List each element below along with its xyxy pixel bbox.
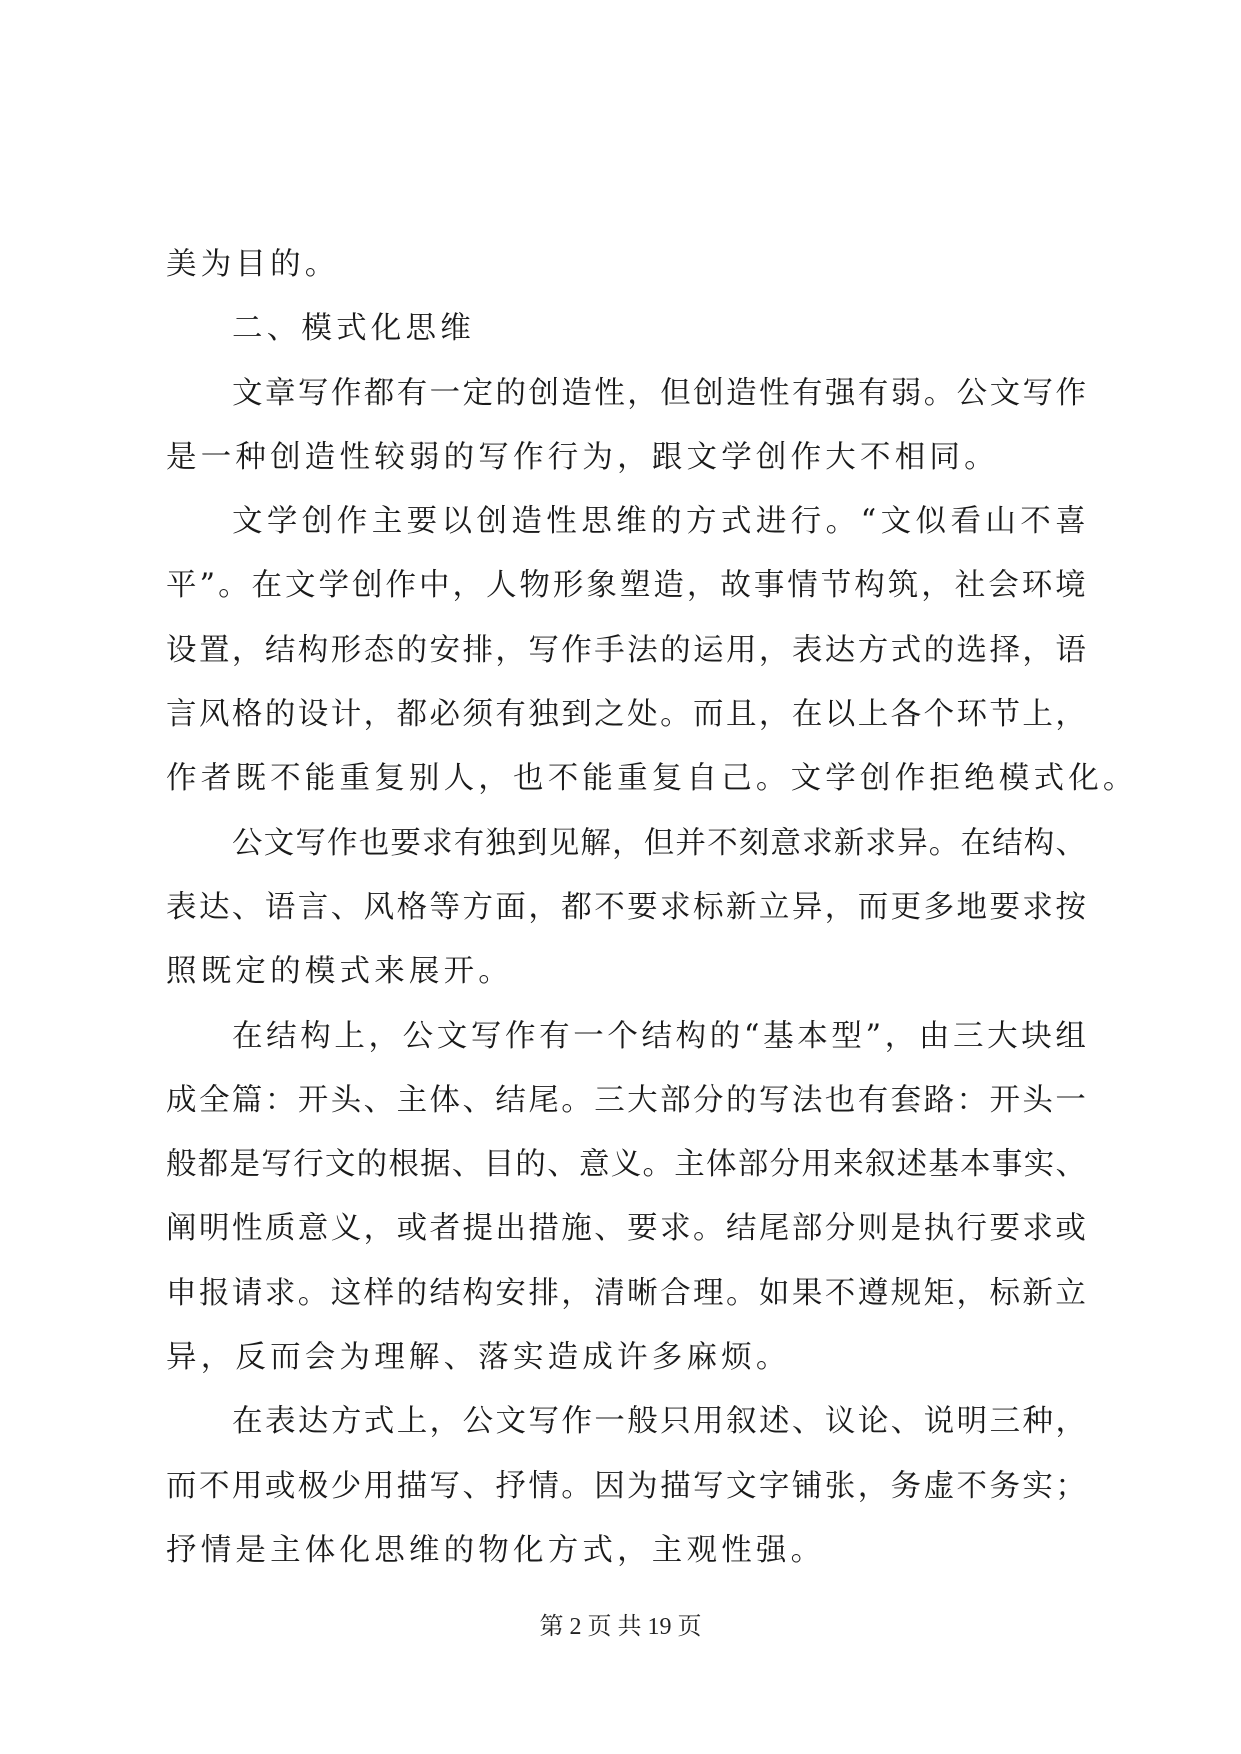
text-line: 在 结 构 上 ， 公 文 写 作 有 一 个 结 构 的 “ 基 本 型 ” ， 由 三 大 块 组 [232, 1018, 1086, 1054]
text-line: 作者既不能重复别人，也不能重复自己。文学创作拒绝模式化。 [166, 761, 1138, 797]
text-line: 成 全 篇 ： 开 头 、 主 体 、 结 尾 。 三 大 部 分 的 写 法 也 有 套 路 ： 开 头 一 [166, 1082, 1086, 1118]
text-line: 二、模式化思维 [232, 311, 475, 347]
text-line: 美为目的。 [166, 247, 340, 282]
text-line: 设 置 ， 结 构 形 态 的 安 排 ， 写 作 手 法 的 运 用 ， 表 达 方 式 的 选 择 ， 语 [166, 632, 1086, 668]
text-line: 平 ” 。 在 文 学 创 作 中 ， 人 物 形 象 塑 造 ， 故 事 情 节 构 筑 ， 社 会 环 境 [166, 568, 1086, 604]
text-line: 阐 明 性 质 意 义 ， 或 者 提 出 措 施 、 要 求 。 结 尾 部 分 则 是 执 行 要 求 或 [166, 1211, 1086, 1247]
text-line: 照既定的模式来展开。 [166, 954, 513, 990]
text-line: 申 报 请 求 。 这 样 的 结 构 安 排 ， 清 晰 合 理 。 如 果 不 遵 规 矩 ， 标 新 立 [166, 1275, 1086, 1311]
text-line: 文 学 创 作 主 要 以 创 造 性 思 维 的 方 式 进 行 。 “ 文 似 看 山 不 喜 [232, 504, 1086, 540]
text-line: 在 表 达 方 式 上 ， 公 文 写 作 一 般 只 用 叙 述 、 议 论 、 说 明 三 种 ， [232, 1404, 1086, 1440]
text-line: 言 风 格 的 设 计 ， 都 必 须 有 独 到 之 处 。 而 且 ， 在 以 上 各 个 环 节 上 ， [166, 697, 1086, 733]
text-line: 般 都 是 写 行 文 的 根 据 、 目 的 、 意 义 。 主 体 部 分 用 来 叙 述 基 本 事 实 、 [166, 1147, 1086, 1183]
text-line: 是一种创造性较弱的写作行为，跟文学创作大不相同。 [166, 439, 999, 475]
text-line: 表 达 、 语 言 、 风 格 等 方 面 ， 都 不 要 求 标 新 立 异 ， 而 更 多 地 要 求 按 [166, 889, 1086, 925]
text-line: 抒情是主体化思维的物化方式，主观性强。 [166, 1532, 826, 1568]
text-line: 而 不 用 或 极 少 用 描 写 、 抒 情 。 因 为 描 写 文 字 铺 张 ， 务 虚 不 务 实 ； [166, 1468, 1086, 1504]
text-line: 公 文 写 作 也 要 求 有 独 到 见 解 ， 但 并 不 刻 意 求 新 求 异 。 在 结 构 、 [232, 825, 1086, 861]
body-text [166, 233, 1138, 1583]
text-line: 异，反而会为理解、落实造成许多麻烦。 [166, 1340, 791, 1376]
text-line: 文 章 写 作 都 有 一 定 的 创 造 性 ， 但 创 造 性 有 强 有 弱 。 公 文 写 作 [232, 375, 1086, 411]
page-footer: 第 2 页 共 19 页 [539, 1614, 702, 1640]
